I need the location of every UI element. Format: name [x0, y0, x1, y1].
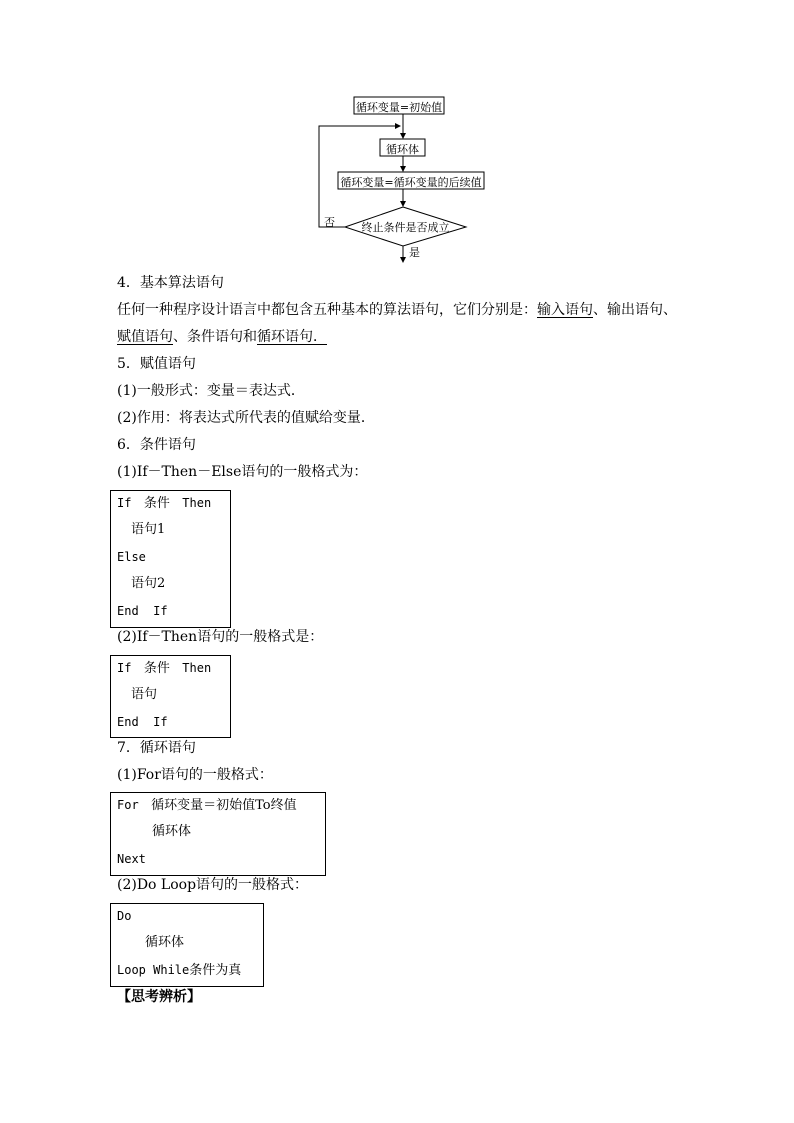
kw-endif: If: [153, 715, 168, 729]
cond-text: 条件: [143, 661, 170, 676]
section-5-line1: (1)一般形式：变量＝表达式．: [117, 383, 305, 399]
kw-end: End: [117, 715, 139, 729]
sep-2: 、条件语句和: [173, 329, 257, 345]
code-line: 语句1: [131, 522, 166, 537]
flow-body-box: 循环体: [386, 143, 419, 156]
if-then-else-box: [110, 490, 231, 628]
section-5-line2: (2)作用：将表达式所代表的值赋给变量．: [117, 410, 375, 426]
cond-text: 条件: [143, 496, 170, 511]
flow-init-box: 循环变量=初始值: [355, 101, 443, 114]
section-7-line2: (2)Do Loop语句的一般格式：: [117, 877, 309, 893]
kw-for: For: [117, 798, 139, 812]
section-7-heading: 7．循环语句: [117, 740, 196, 756]
kw-loop-while: Loop While: [117, 963, 190, 977]
for-head: 循环变量＝初始值To终值: [151, 798, 297, 813]
code-line: Else: [117, 550, 146, 564]
code-line: [117, 797, 297, 814]
thinking-analysis-heading: 【思考辨析】: [117, 989, 201, 1005]
if-then-box: [110, 655, 231, 738]
flow-yes-label: 是: [409, 246, 420, 259]
kw-endif: If: [153, 604, 168, 618]
kw-if: If: [117, 661, 132, 675]
code-line: Next: [117, 852, 146, 866]
code-line: 语句2: [131, 576, 166, 591]
flow-update-box: 循环变量=循环变量的后续值: [340, 176, 482, 189]
kw-end: End: [117, 604, 139, 618]
sep-1: 、输出语句、: [593, 302, 677, 318]
input-statement: 输入语句: [537, 302, 593, 318]
flowchart-lines: [0, 0, 794, 280]
section-5-heading: 5．赋值语句: [117, 356, 196, 372]
kw-then: Then: [182, 496, 212, 510]
assign-statement: 赋值语句: [117, 329, 173, 345]
code-line: [117, 714, 168, 730]
loop-statement: 循环语句．: [257, 329, 327, 345]
kw-if: If: [117, 496, 132, 510]
section-4-heading: 4．基本算法语句: [117, 275, 224, 291]
section-4-para-line2: [117, 328, 327, 346]
code-line: 语句: [131, 687, 158, 702]
section-6-line1: (1)If－Then－Else语句的一般格式为：: [117, 464, 368, 480]
code-line: [117, 962, 241, 979]
flow-condition-diamond: 终止条件是否成立: [361, 221, 450, 234]
loop-cond: 条件为真: [189, 963, 242, 978]
section-7-line1: (1)For语句的一般格式：: [117, 767, 273, 783]
kw-then: Then: [182, 661, 212, 675]
do-loop-box: [110, 903, 264, 987]
code-line: 循环体: [145, 935, 185, 950]
section-6-heading: 6．条件语句: [117, 437, 196, 453]
code-line: 循环体: [152, 824, 192, 839]
for-box: [110, 792, 326, 876]
code-line: [117, 495, 211, 512]
section-6-line2: (2)If－Then语句的一般格式是：: [117, 629, 324, 645]
para-prefix: 任何一种程序设计语言中都包含五种基本的算法语句，它们分别是：: [117, 302, 537, 318]
code-line: Do: [117, 909, 132, 923]
code-line: [117, 603, 168, 619]
section-4-para-line1: [117, 301, 677, 319]
code-line: [117, 660, 211, 677]
flow-no-label: 否: [324, 216, 335, 229]
